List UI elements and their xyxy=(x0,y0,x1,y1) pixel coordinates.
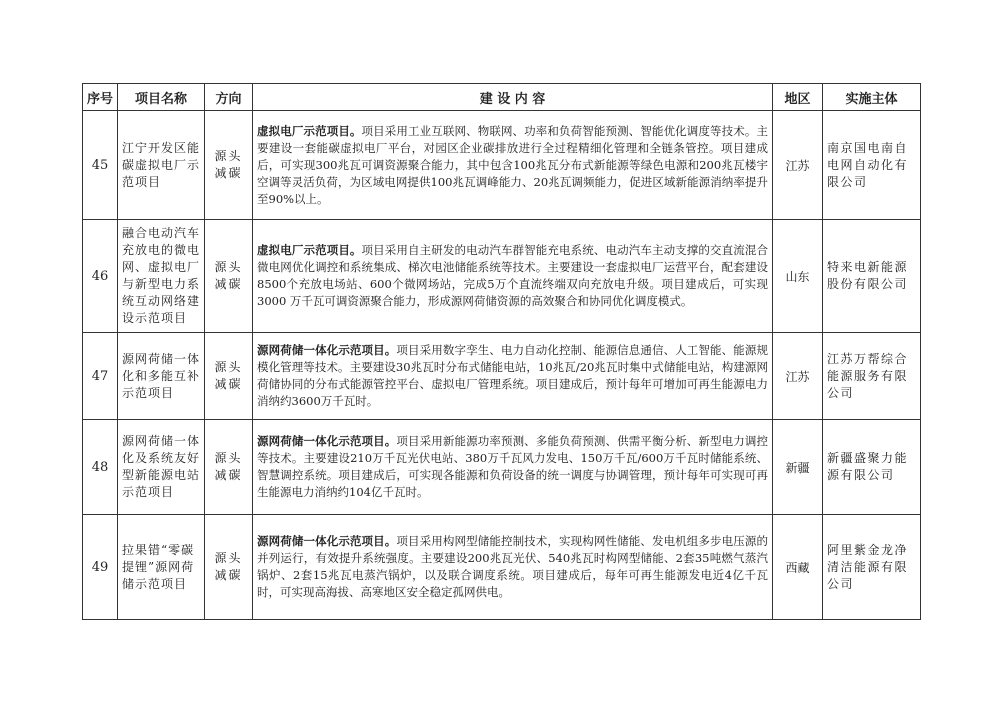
content-lead: 虚拟电厂示范项目。 xyxy=(257,243,362,257)
header-owner: 实施主体 xyxy=(823,84,921,111)
region-cell: 西藏 xyxy=(773,515,823,620)
table-row xyxy=(83,111,921,220)
content-text: 项目采用新能源功率预测、多能负荷预测、供需平衡分析、新型电力调控等技术。主要建设210万千瓦光伏电站、380万千瓦风力发电、150万千瓦/600万千瓦时储能系统、智慧调控系统。项目建成后，可实现各能源和负荷设备的统一调度与协调管理，预计每年可实现可再生能源电力消纳约104亿千瓦时。 xyxy=(257,434,769,499)
direction-text: 源头减碳 xyxy=(214,451,243,482)
content-text: 项目采用自主研发的电动汽车群智能充电系统、电动汽车主动支撑的交直流混合微电网优化调控和系统集成、梯次电池储能系统等技术。主要建设一套虚拟电厂运营平台，配套建设8500个充放电场站、600个微网场站，完成5万个直流终端双向充放电升级。项目建成后，可实现 3000 万千瓦可调资源聚合能力，形成源网荷储资源的高效聚合和协同优化调度模式。 xyxy=(257,243,768,308)
content-cell xyxy=(253,420,773,515)
header-no: 序号 xyxy=(83,84,118,111)
content-text: 项目采用构网型储能控制技术，实现构网性储能、发电机组多步电压源的并列运行，有效提升系统强度。主要建设200兆瓦光伏、540兆瓦时构网型储能、2套35吨燃气蒸汽锅炉、2套15兆瓦电蒸汽锅炉，以及联合调度系统。项目建成后，每年可再生能源发电近4亿千瓦时，可实现高海拔、高寒地区安全稳定孤网供电。 xyxy=(257,534,769,599)
direction-cell xyxy=(205,515,253,620)
project-name: 融合电动汽车充放电的微电网、虚拟电厂与新型电力系统互动网络建设示范项目 xyxy=(118,220,205,333)
region-cell: 江苏 xyxy=(773,111,823,220)
owner-cell: 特来电新能源股份有限公司 xyxy=(823,220,921,333)
row-number: 45 xyxy=(83,111,118,220)
owner-cell: 南京国电南自电网自动化有限公司 xyxy=(823,111,921,220)
row-number: 48 xyxy=(83,420,118,515)
table-row xyxy=(83,220,921,333)
header-name: 项目名称 xyxy=(118,84,205,111)
content-text: 项目采用数字孪生、电力自动化控制、能源信息通信、人工智能、能源规模化管理等技术。主要建设30兆瓦时分布式储能电站，10兆瓦/20兆瓦时集中式储能电站，构建源网荷储协同的分布式能源管控平台、虚拟电厂管理系统。项目建成后，预计每年可增加可再生能源电力消纳约3600万千瓦时。 xyxy=(257,343,769,408)
content-text: 项目采用工业互联网、物联网、功率和负荷智能预测、智能优化调度等技术。主要建设一套能碳虚拟电厂平台，对园区企业碳排放进行全过程精细化管理和全链条管控。项目建成后，可实现300兆瓦可调资源聚合能力，其中包含100兆瓦分布式新能源等绿色电源和200兆瓦楼宇空调等灵活负荷，为区域电网提供100兆瓦调峰能力、20兆瓦调频能力，促进区域新能源消纳率提升至90%以上。 xyxy=(257,123,768,206)
owner-cell: 新疆盛聚力能源有限公司 xyxy=(823,420,921,515)
direction-cell xyxy=(205,333,253,420)
project-name: 源网荷储一体化和多能互补示范项目 xyxy=(118,333,205,420)
region-cell: 山东 xyxy=(773,220,823,333)
content-cell xyxy=(253,111,773,220)
direction-text: 源头减碳 xyxy=(214,260,243,291)
direction-cell xyxy=(205,220,253,333)
header-content: 建 设 内 容 xyxy=(253,84,773,111)
row-number: 46 xyxy=(83,220,118,333)
table-header-row xyxy=(83,84,921,111)
owner-cell: 江苏万帮综合能源服务有限公司 xyxy=(823,333,921,420)
header-direction: 方向 xyxy=(205,84,253,111)
table-row xyxy=(83,420,921,515)
project-name: 源网荷储一体化及系统友好型新能源电站示范项目 xyxy=(118,420,205,515)
table-row xyxy=(83,515,921,620)
project-table xyxy=(82,83,921,620)
content-cell xyxy=(253,515,773,620)
content-lead: 源网荷储一体化示范项目。 xyxy=(257,343,397,357)
row-number: 47 xyxy=(83,333,118,420)
direction-text: 源头减碳 xyxy=(214,360,243,391)
content-lead: 源网荷储一体化示范项目。 xyxy=(257,434,397,448)
project-name: 拉果错“零碳提锂”源网荷储示范项目 xyxy=(118,515,205,620)
direction-cell xyxy=(205,111,253,220)
content-cell xyxy=(253,220,773,333)
header-region: 地区 xyxy=(773,84,823,111)
row-number: 49 xyxy=(83,515,118,620)
direction-text: 源头减碳 xyxy=(214,551,243,582)
region-cell: 江苏 xyxy=(773,333,823,420)
project-name: 江宁开发区能碳虚拟电厂示范项目 xyxy=(118,111,205,220)
content-lead: 源网荷储一体化示范项目。 xyxy=(257,534,397,548)
table-row xyxy=(83,333,921,420)
content-lead: 虚拟电厂示范项目。 xyxy=(257,123,362,138)
content-cell xyxy=(253,333,773,420)
region-cell: 新疆 xyxy=(773,420,823,515)
direction-cell xyxy=(205,420,253,515)
owner-cell: 阿里紫金龙净清洁能源有限公司 xyxy=(823,515,921,620)
direction-text: 源头减碳 xyxy=(214,149,243,180)
